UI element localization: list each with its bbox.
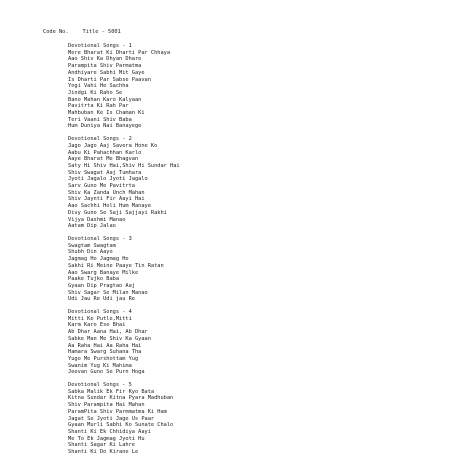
song-title: Parampita Shiv Parmatma <box>68 63 142 70</box>
song-title: Udi Jau Re Udi jau Re <box>68 296 135 303</box>
song-title: Gyaan Murli Sabhi Ko Sunate Chalo <box>68 422 174 429</box>
song-title: Aao Sachhi Holi Hum Manaye <box>68 203 151 210</box>
song-title: Jindgi Ki Raho Se <box>68 89 123 96</box>
song-title: Pavitrta Ki Rah Par <box>68 103 129 110</box>
song-title: Teri Vaani Shiv Baba <box>68 116 132 123</box>
song-title: Aaye Bharat Me Bhagvan <box>68 156 139 163</box>
song-title: Shiv Sagar Se Milan Manao <box>68 289 148 296</box>
section-heading: Devotional Songs - 2 <box>68 136 132 143</box>
song-title: Aao Swarg Banaye Milke <box>68 269 139 276</box>
song-title: Is Dharti Par Sabse Paavan <box>68 76 151 83</box>
song-section <box>68 136 180 230</box>
song-section <box>68 236 180 303</box>
song-title: Shiv Parampita Hai Mahan <box>68 402 145 409</box>
song-section <box>68 382 180 456</box>
song-title: Mahbuban Ke Is Chaman Ki <box>68 110 145 117</box>
song-title: Yugo Me Purshottam Yug <box>68 355 139 362</box>
song-title: Vijya Dashmi Manao <box>68 216 126 223</box>
section-heading: Devotional Songs - 4 <box>68 309 132 316</box>
song-title: Saty Hi Shiv Hai,Shiv Hi Sundar Hai <box>68 162 180 169</box>
song-title: Jeevan Guno Se Purn Hoga <box>68 369 145 376</box>
song-title: Jagmag Ho Jagmag Ho <box>68 256 129 263</box>
song-title: Mere Bharat Ki Dharti Par Chhaya <box>68 49 171 56</box>
song-title: Shanti Ki Do Kirane Le <box>68 449 139 456</box>
song-title: Shiv Swagat Aaj Tumhara <box>68 169 142 176</box>
song-title: Paake Tujko Baba <box>68 276 120 283</box>
section-heading: Devotional Songs - 1 <box>68 43 132 49</box>
song-title: Jyoti Jagalo Jyoti Jagalo <box>68 176 148 183</box>
section-heading: Devotional Songs - 3 <box>68 235 132 242</box>
song-title: Sabke Man Me Shiv Ka Gyaan <box>68 335 151 342</box>
song-sections <box>68 43 180 462</box>
song-title: Hamara Swarg Suhana Tha <box>68 349 142 356</box>
song-title: Sarv Guno Me Pavitrta <box>68 183 135 190</box>
song-title: Shanti Sagar Ki Lahre <box>68 442 135 449</box>
song-section <box>68 43 180 130</box>
song-title: Shanti Ki Ek Chhidiya Aayi <box>68 428 151 435</box>
code-label: Code No. <box>43 29 69 35</box>
song-title: Sakhi Ri Meine Paaye Tin Ratan <box>68 262 164 269</box>
song-title: Shiv Ka Zanda Unch Mahan <box>68 189 145 196</box>
song-title: Swagtam Swagtam <box>68 242 116 249</box>
document-title: Title - 5001 <box>82 29 121 35</box>
song-title: Yogi Vahi He Sachha <box>68 83 129 90</box>
song-title: Aa Raha Hai Aa Raha Hai <box>68 342 142 349</box>
song-title: Sabka Malik Ek Fir Kyo Bata <box>68 388 155 395</box>
song-title: Me To Ek Jagmag Jyoti Hu <box>68 435 145 442</box>
song-title: Jago Jago Aaj Savera Hone Ko <box>68 142 158 149</box>
song-title: Shubh Din Aayo <box>68 249 113 256</box>
song-title: Kitna Sundar Kitna Pyara Madhuban <box>68 395 174 402</box>
document-header <box>43 29 121 36</box>
song-title: Jagat Se Jyoti Jage Us Paar <box>68 415 155 422</box>
song-title: Bano Mahan Karo Kalyaan <box>68 96 142 103</box>
song-title: Divy Guno Se Saji Sajjayi Rakhi <box>68 209 167 216</box>
song-title: Aatam Dip Jalao <box>68 223 116 230</box>
song-title: Aabu Ki Pahachhan Karlo <box>68 149 142 156</box>
song-title: Gyaan Dip Pragtao Aaj <box>68 282 135 289</box>
song-title: Mitti Ke Putle,Mitti <box>68 315 132 322</box>
song-title: Karm Karo Ese Bhai <box>68 322 126 329</box>
song-title: Hum Duniya Nai Banayege <box>68 123 142 130</box>
section-heading: Devotional Songs - 5 <box>68 382 132 389</box>
song-title: Andhiyare Sabhi Mit Gaye <box>68 69 145 76</box>
song-title: Shiv Jaynti Fir Aayi Hai <box>68 196 145 203</box>
song-title: ParamPita Shiv Parmmatma Ki Ham <box>68 408 167 415</box>
song-title: Aao Shiv Ka Dhyan Dhare <box>68 56 142 63</box>
song-section <box>68 309 180 376</box>
song-title: Ab Dhar Aana Hai, Ab Dhar <box>68 329 148 336</box>
song-title: Swanim Yug Ki Mahima <box>68 362 132 369</box>
